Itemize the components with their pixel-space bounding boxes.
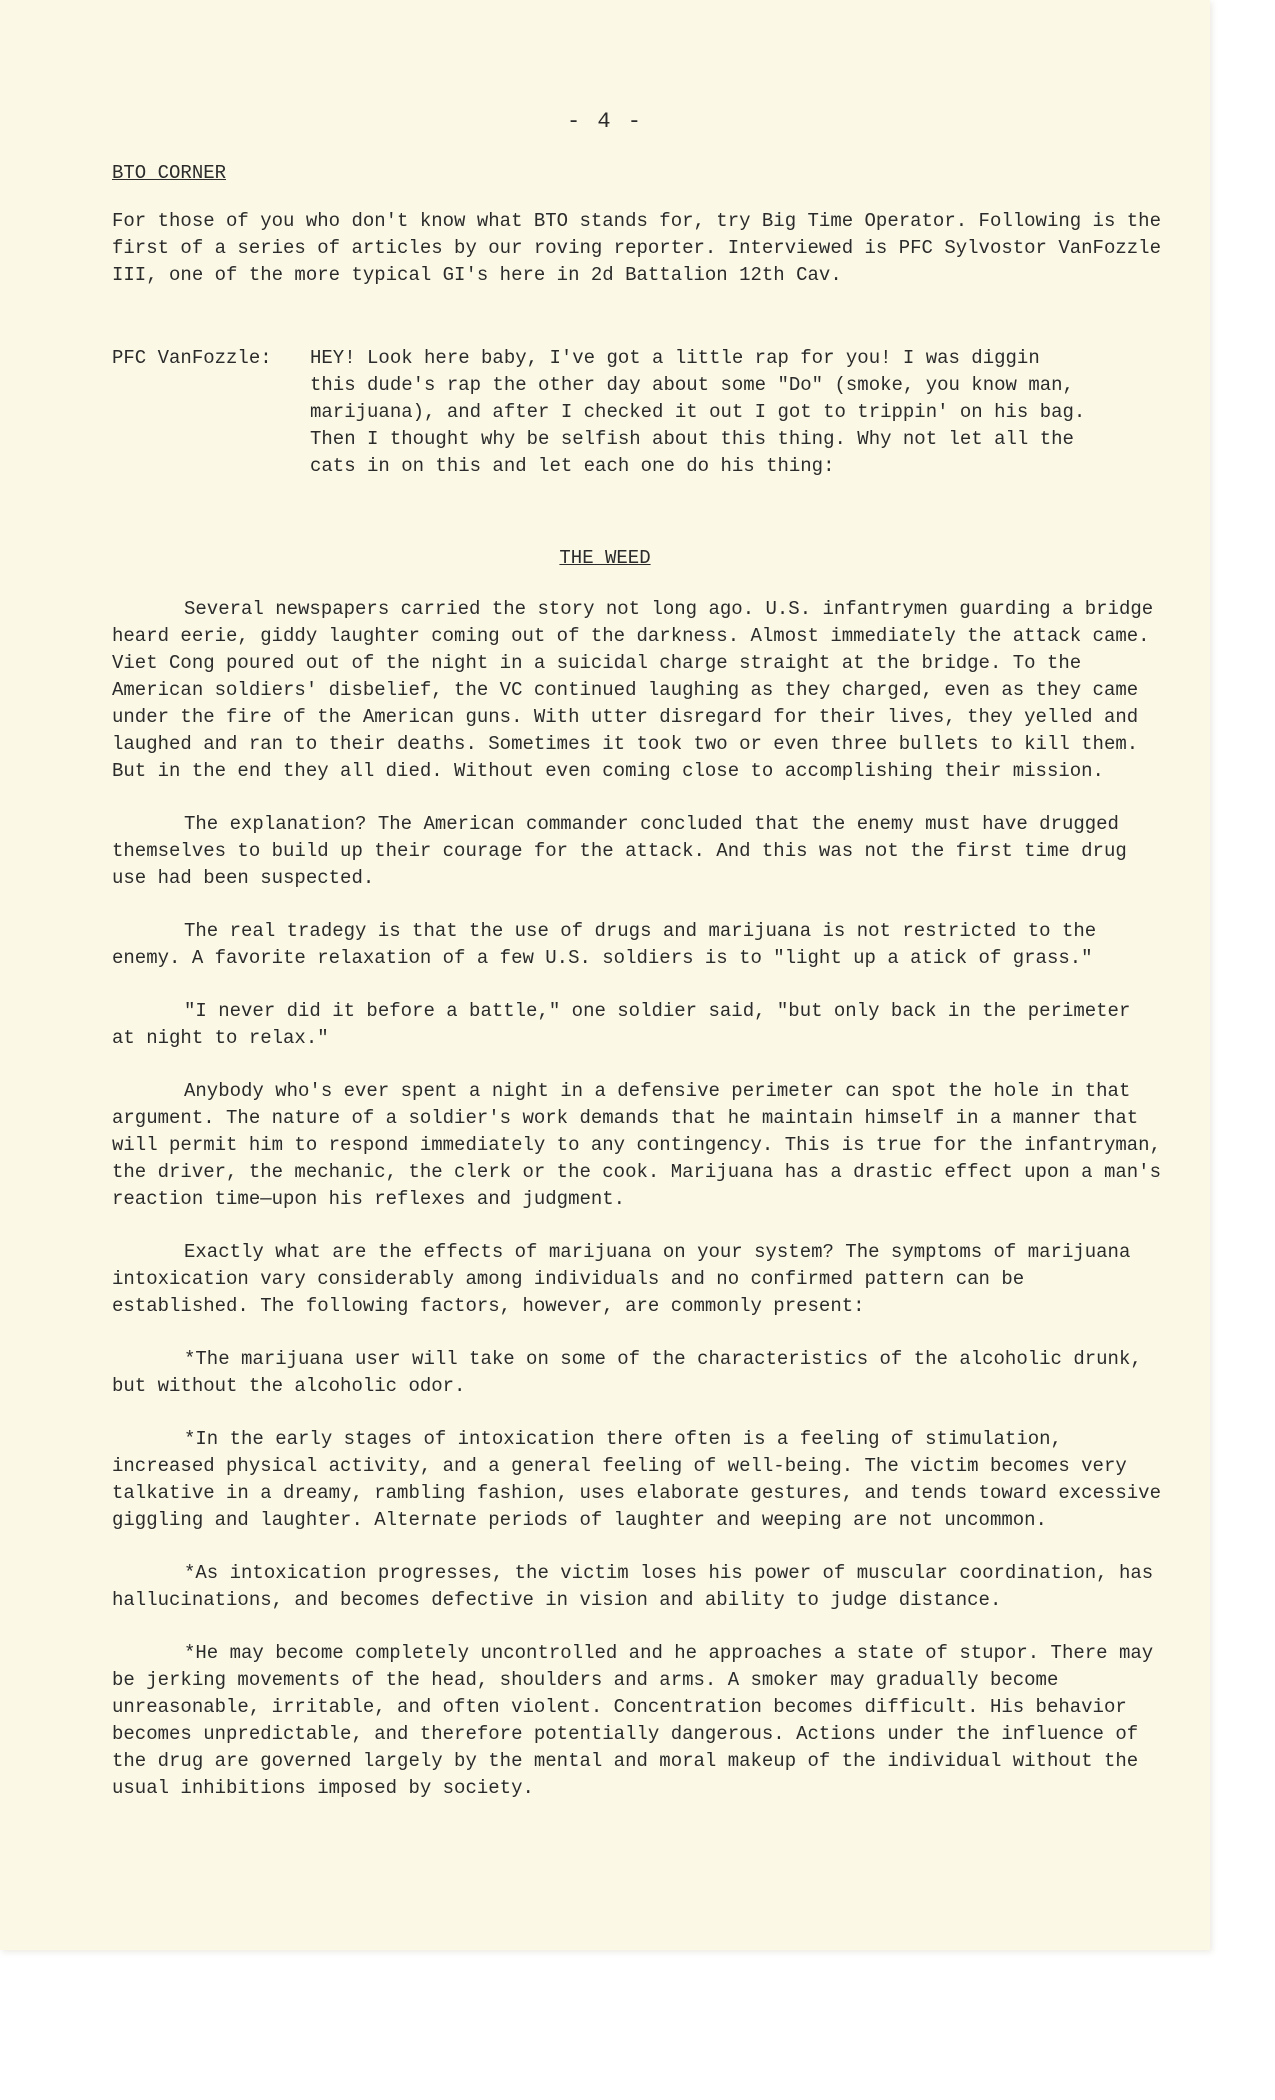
symptom-item: *He may become completely uncontrolled and he approaches a state of stupor. There may be jerking movements of the head, shoulders and arms. A smoker may gradually become unreasonable, irritable, and often violent. Concentration becomes difficult. His behavior becomes unpredictable, and therefore potentially dangerous. Actions under the influence of the drug are governed largely by the mental and moral makeup of the individual without the usual inhibitions imposed by society.: [112, 1642, 1154, 1799]
column-intro-block: [112, 208, 1162, 289]
interview-row: [112, 345, 1162, 480]
article-body: [112, 596, 1162, 1802]
column-intro: For those of you who don't know what BTO stands for, try Big Time Operator. Following is the first of a series of articles by our roving reporter. Interviewed is PFC Sylvostor VanFozzle III, one of the more typical GI's here in 2d Battalion 12th Cav.: [112, 210, 1161, 286]
page-number: - 4 -: [566, 109, 643, 134]
symptom-item: *In the early stages of intoxication there often is a feeling of stimulation, increased physical activity, and a general feeling of well-being. The victim becomes very talkative in a dreamy, rambling fashion, uses elaborate gestures, and tends toward excessive giggling and laughter. Alternate periods of laughter and weeping are not uncommon.: [112, 1428, 1161, 1531]
column-heading-block: [112, 160, 1162, 187]
symptom-item: *As intoxication progresses, the victim loses his power of muscular coordination, has hallucinations, and becomes defective in vision and ability to judge distance.: [112, 1562, 1154, 1611]
interview-speaker: PFC VanFozzle:: [112, 347, 272, 369]
column-heading: BTO CORNER: [112, 162, 227, 184]
interview-text: HEY! Look here baby, I've got a little rap for you! I was diggin this dude's rap the other day about some "Do" (smoke, you know man, marijuana), and after I checked it out I got to trippin' on his bag. Then I thought why be selfish about this thing. Why not let all the cats in on this and let each one do his thing:: [310, 347, 1086, 477]
article-paragraph: Several newspapers carried the story not long ago. U.S. infantrymen guarding a bridge heard eerie, giddy laughter coming out of the darkness. Almost immediately the attack came. Viet Cong poured out of the night in a suicidal charge straight at the bridge. To the American soldiers' disbelief, the VC continued laughing as they charged, even as they came under the fire of the American guns. With utter disregard for their lives, they yelled and laughed and ran to their deaths. Sometimes it took two or even three bullets to kill them. But in the end they all died. Without even coming close to accomplishing their mission.: [112, 598, 1154, 782]
symptom-item: *The marijuana user will take on some of the characteristics of the alcoholic drunk, but without the alcoholic odor.: [112, 1348, 1142, 1397]
article-paragraph: Anybody who's ever spent a night in a defensive perimeter can spot the hole in that argument. The nature of a soldier's work demands that he maintain himself in a manner that will permit him to respond immediately to any contingency. This is true for the infantryman, the driver, the mechanic, the clerk or the cook. Marijuana has a drastic effect upon a man's reaction time—upon his reflexes and judgment.: [112, 1080, 1161, 1210]
article-paragraph: "I never did it before a battle," one soldier said, "but only back in the perimeter at night to relax.": [112, 1000, 1131, 1049]
article-title: THE WEED: [559, 547, 651, 569]
article-paragraph: The real tradegy is that the use of drugs and marijuana is not restricted to the enemy. A favorite relaxation of a few U.S. soldiers is to "light up a atick of grass.": [112, 920, 1097, 969]
article-paragraph: Exactly what are the effects of marijuana on your system? The symptoms of marijuana intoxication vary considerably among individuals and no confirmed pattern can be established. The following factors, however, are commonly present:: [112, 1241, 1131, 1317]
article-paragraph: The explanation? The American commander concluded that the enemy must have drugged themselves to build up their courage for the attack. And this was not the first time drug use had been suspected.: [112, 813, 1127, 889]
